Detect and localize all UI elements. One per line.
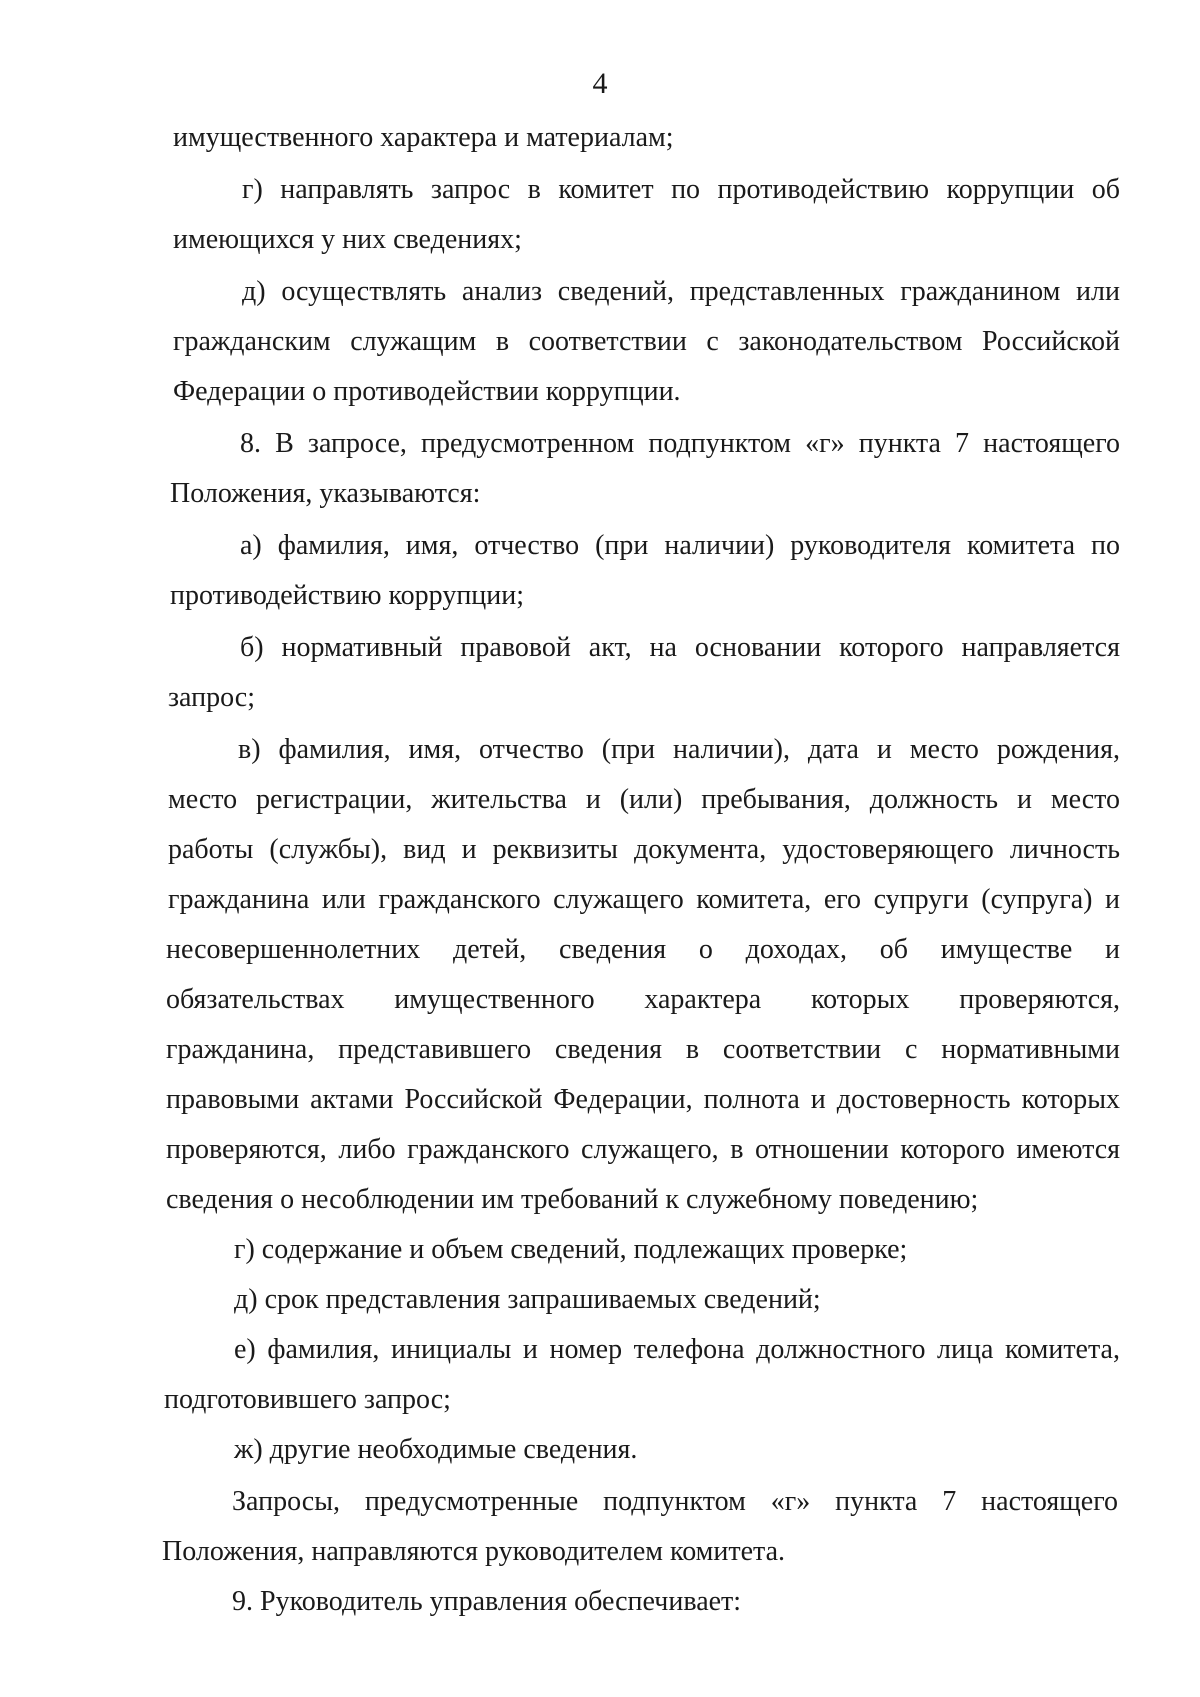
text-line: д) срок представления запрашиваемых сведений; bbox=[234, 1284, 821, 1315]
text-line: е) фамилия, инициалы и номер телефона должностного лица комитета, bbox=[234, 1334, 1120, 1365]
text-line: г) содержание и объем сведений, подлежащих проверке; bbox=[234, 1234, 908, 1265]
text-line: б) нормативный правовой акт, на основании которого направляется bbox=[240, 632, 1120, 663]
text-line: гражданина, представившего сведения в соответствии с нормативными bbox=[166, 1034, 1120, 1065]
text-line: д) осуществлять анализ сведений, представленных гражданином или bbox=[242, 276, 1120, 307]
text-line: подготовившего запрос; bbox=[164, 1384, 451, 1415]
text-line: Положения, направляются руководителем комитета. bbox=[162, 1536, 786, 1567]
text-line: обязательствах имущественного характера которых проверяются, bbox=[166, 984, 1120, 1015]
text-line: имущественного характера и материалам; bbox=[173, 122, 674, 153]
text-line: противодействию коррупции; bbox=[170, 580, 525, 611]
text-line: проверяются, либо гражданского служащего, в отношении которого имеются bbox=[166, 1134, 1120, 1165]
text-line: Федерации о противодействии коррупции. bbox=[173, 376, 681, 407]
text-line: работы (службы), вид и реквизиты документа, удостоверяющего личность bbox=[168, 834, 1120, 865]
text-line: а) фамилия, имя, отчество (при наличии) руководителя комитета по bbox=[240, 530, 1120, 561]
text-line: правовыми актами Российской Федерации, полнота и достоверность которых bbox=[166, 1084, 1120, 1115]
text-line: в) фамилия, имя, отчество (при наличии), дата и место рождения, bbox=[238, 734, 1120, 765]
text-line: Запросы, предусмотренные подпунктом «г» пункта 7 настоящего bbox=[232, 1486, 1118, 1517]
text-line: г) направлять запрос в комитет по противодействию коррупции об bbox=[242, 174, 1120, 205]
text-line: 8. В запросе, предусмотренном подпунктом «г» пункта 7 настоящего bbox=[240, 428, 1120, 459]
text-line: гражданина или гражданского служащего комитета, его супруги (супруга) и bbox=[168, 884, 1120, 915]
text-line: 9. Руководитель управления обеспечивает: bbox=[232, 1586, 742, 1617]
text-line: запрос; bbox=[168, 682, 256, 713]
text-line: Положения, указываются: bbox=[170, 478, 481, 509]
page-number: 4 bbox=[592, 67, 608, 100]
text-line: сведения о несоблюдении им требований к служебному поведению; bbox=[166, 1184, 979, 1215]
text-line: ж) другие необходимые сведения. bbox=[234, 1434, 638, 1465]
text-line: место регистрации, жительства и (или) пребывания, должность и место bbox=[168, 784, 1120, 815]
text-line: несовершеннолетних детей, сведения о доходах, об имуществе и bbox=[166, 934, 1120, 965]
text-line: имеющихся у них сведениях; bbox=[173, 224, 522, 255]
text-line: гражданским служащим в соответствии с законодательством Российской bbox=[173, 326, 1120, 357]
